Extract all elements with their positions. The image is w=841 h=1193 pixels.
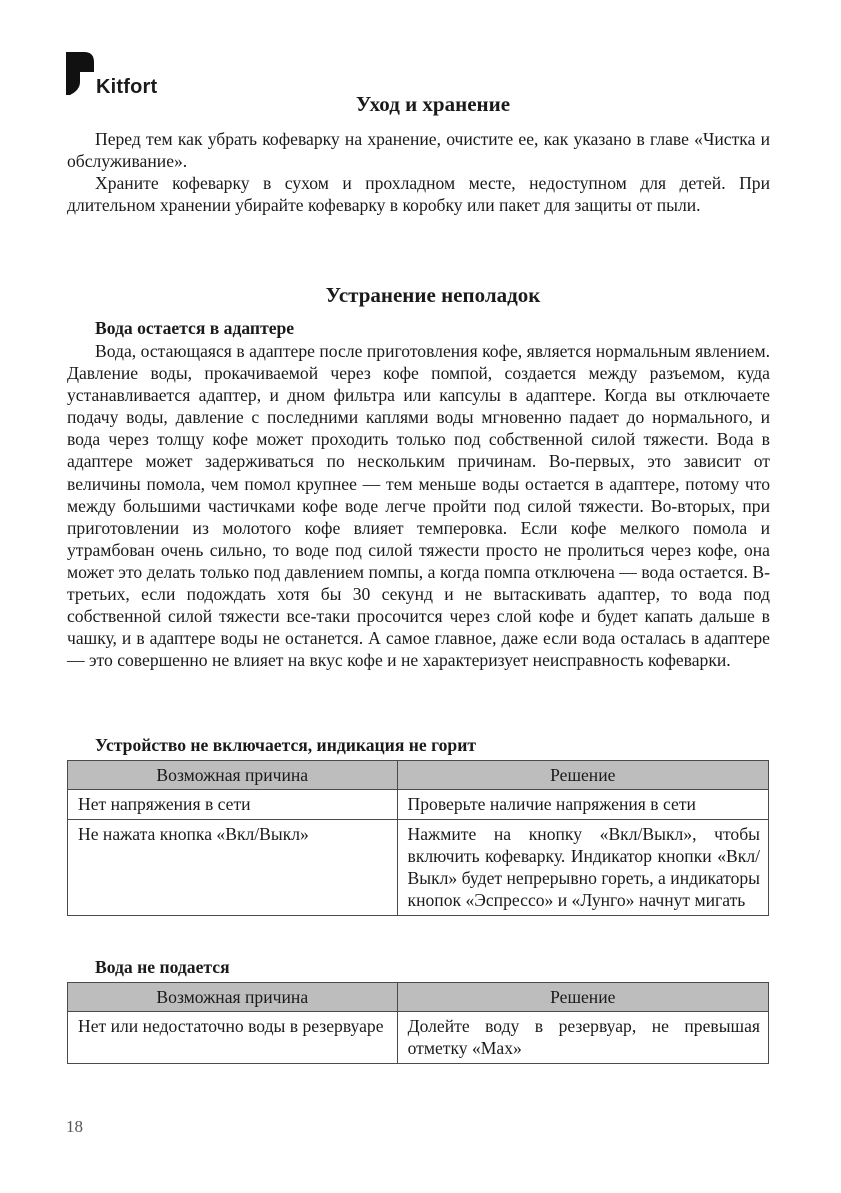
table-no-power [67, 760, 769, 916]
solution-cell: Проверьте наличие напряжения в сети [397, 790, 768, 820]
cause-cell: Не нажата кнопка «Вкл/Выкл» [68, 820, 398, 916]
cause-cell: Нет напряжения в сети [68, 790, 398, 820]
column-header-solution: Решение [397, 983, 768, 1012]
column-header-cause: Возможная причина [68, 761, 398, 790]
table-row [68, 1012, 769, 1064]
table-no-water [67, 982, 769, 1064]
cause-cell: Нет или недостаточно воды в резервуаре [68, 1012, 398, 1064]
column-header-cause: Возможная причина [68, 983, 398, 1012]
table1-heading: Устройство не включается, индикация не горит [95, 735, 476, 755]
water-in-adapter-heading: Вода остается в адаптере [95, 318, 295, 338]
solution-cell: Нажмите на кнопку «Вкл/Выкл», чтобы включить кофеварку. Индикатор кнопки «Вкл/Выкл» будет непрерывно гореть, а индикаторы кнопок «Эспрессо» и «Лунго» начнут мигать [397, 820, 768, 916]
water-in-adapter-text: Вода, остающаяся в адаптере после приготовления кофе, является нормальным явлением. Давление воды, прокачиваемой через кофе помпой, создается между разъемом, куда устанавливается адаптер, и дном фильтра или капсулы в адаптере. Когда вы отключаете подачу воды, давление с последними каплями воды мгновенно падает до нормального, и вода через толщу кофе может проходить только под собственной силой тяжести. Вода в адаптере может задерживаться по нескольким причинам. Во-первых, это зависит от величины помола, чем помол крупнее — тем меньше воды остается в адаптере, потому что между большими частичками кофе воде легче пройти под силой тяжести. Во-вторых, при приготовлении из молотого кофе влияет темперовка. Если кофе мелкого помола и утрамбован очень сильно, то воде под силой тяжести просто не пролиться через кофе, она может это делать только под давлением помпы, а когда помпа отключена — вода остается. В-третьих, если подождать хотя бы 30 секунд и не вытаскивать адаптер, то вода под собственной силой тяжести все-таки просочится через слой кофе и будет капать дальше в чашку, и в адаптере воды не останется. А самое главное, даже если вода осталась в адаптере — это совершенно не влияет на вкус кофе и не характеризует неисправность кофеварки. [67, 341, 770, 671]
table-header-row [68, 983, 769, 1012]
care-paragraph-1: Перед тем как убрать кофеварку на хранение, очистите ее, как указано в главе «Чистка и обслуживание». [67, 129, 770, 172]
table-row [68, 820, 769, 916]
column-header-solution: Решение [397, 761, 768, 790]
kitfort-logo-mark-icon [66, 48, 96, 98]
care-title: Уход и хранение [355, 92, 511, 116]
care-paragraph-2: Храните кофеварку в сухом и прохладном месте, недоступном для детей. При длительном хранении убирайте кофеварку в коробку или пакет для защиты от пыли. [67, 173, 770, 216]
table-row [68, 790, 769, 820]
brand-name: Kitfort [96, 76, 158, 98]
page-number: 18 [66, 1117, 83, 1136]
table2-heading: Вода не подается [95, 957, 230, 977]
table-header-row [68, 761, 769, 790]
troubleshooting-title: Устранение неполадок [325, 283, 541, 307]
solution-cell: Долейте воду в резервуар, не превышая отметку «Max» [397, 1012, 768, 1064]
